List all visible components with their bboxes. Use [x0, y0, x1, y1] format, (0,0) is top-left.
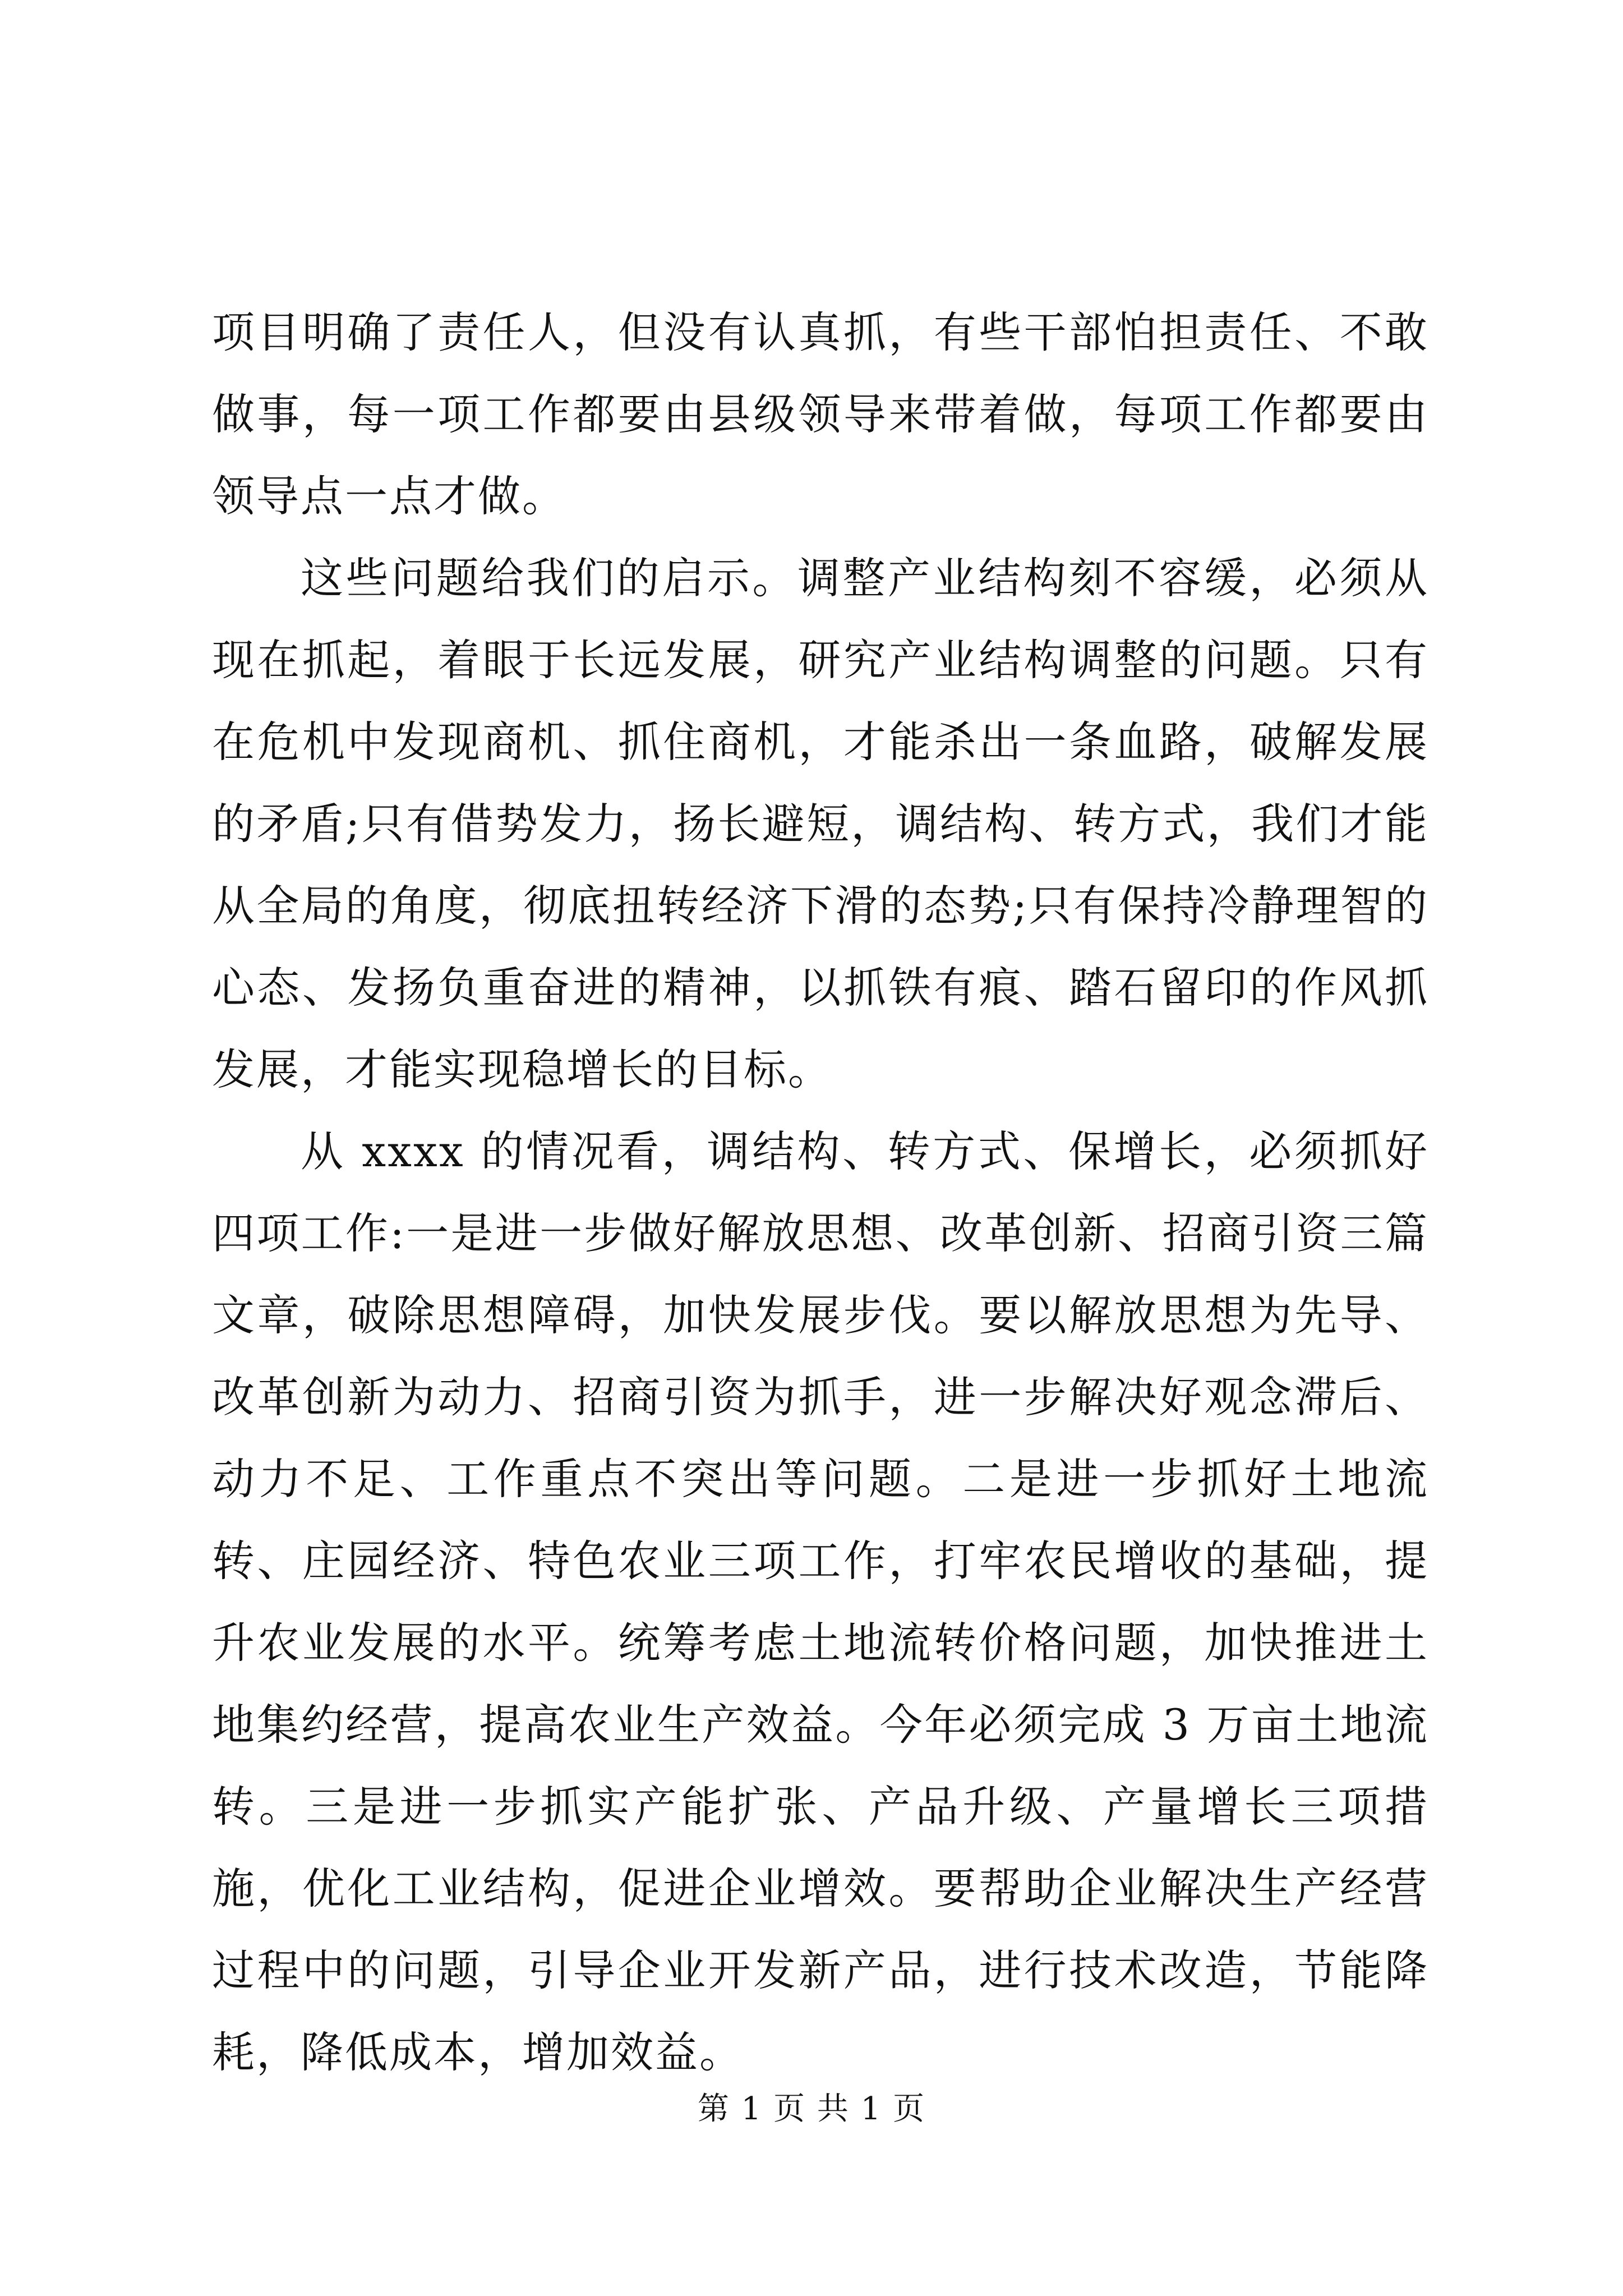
paragraph-3: 从 xxxx 的情况看，调结构、转方式、保增长，必须抓好四项工作:一是进一步做好解放思想、改革创新、招商引资三篇文章，破除思想障碍，加快发展步伐。要以解放思想为先导、改革创新为动力、招商引资为抓手，进一步解决好观念滞后、动力不足、工作重点不突出等问题。二是进一步抓好土地流转、庄园经济、特色农业三项工作，打牢农民增收的基础，提升农业发展的水平。统筹考虑土地流转价格问题，加快推进土地集约经营，提高农业生产效益。今年必须完成 3 万亩土地流转。三是进一步抓实产能扩张、产品升级、产量增长三项措施，优化工业结构，促进企业增效。要帮助企业解决生产经营过程中的问题，引导企业开发新产品，进行技术改造，节能降耗，降低成本，增加效益。	[212, 1126, 1429, 2077]
page-footer: 第 1 页 共 1 页	[697, 2091, 926, 2127]
paragraph-1: 项目明确了责任人，但没有认真抓，有些干部怕担责任、不敢做事，每一项工作都要由县级领导来带着做，每项工作都要由领导点一点才做。	[212, 307, 1429, 521]
paragraph-2: 这些问题给我们的启示。调整产业结构刻不容缓，必须从现在抓起，着眼于长远发展，研究产业结构调整的问题。只有在危机中发现商机、抓住商机，才能杀出一条血路，破解发展的矛盾;只有借势发力，扬长避短，调结构、转方式，我们才能从全局的角度，彻底扭转经济下滑的态势;只有保持冷静理智的心态、发扬负重奋进的精神，以抓铁有痕、踏石留印的作风抓发展，才能实现稳增长的目标。	[212, 553, 1429, 1094]
document-body	[212, 292, 1429, 2093]
